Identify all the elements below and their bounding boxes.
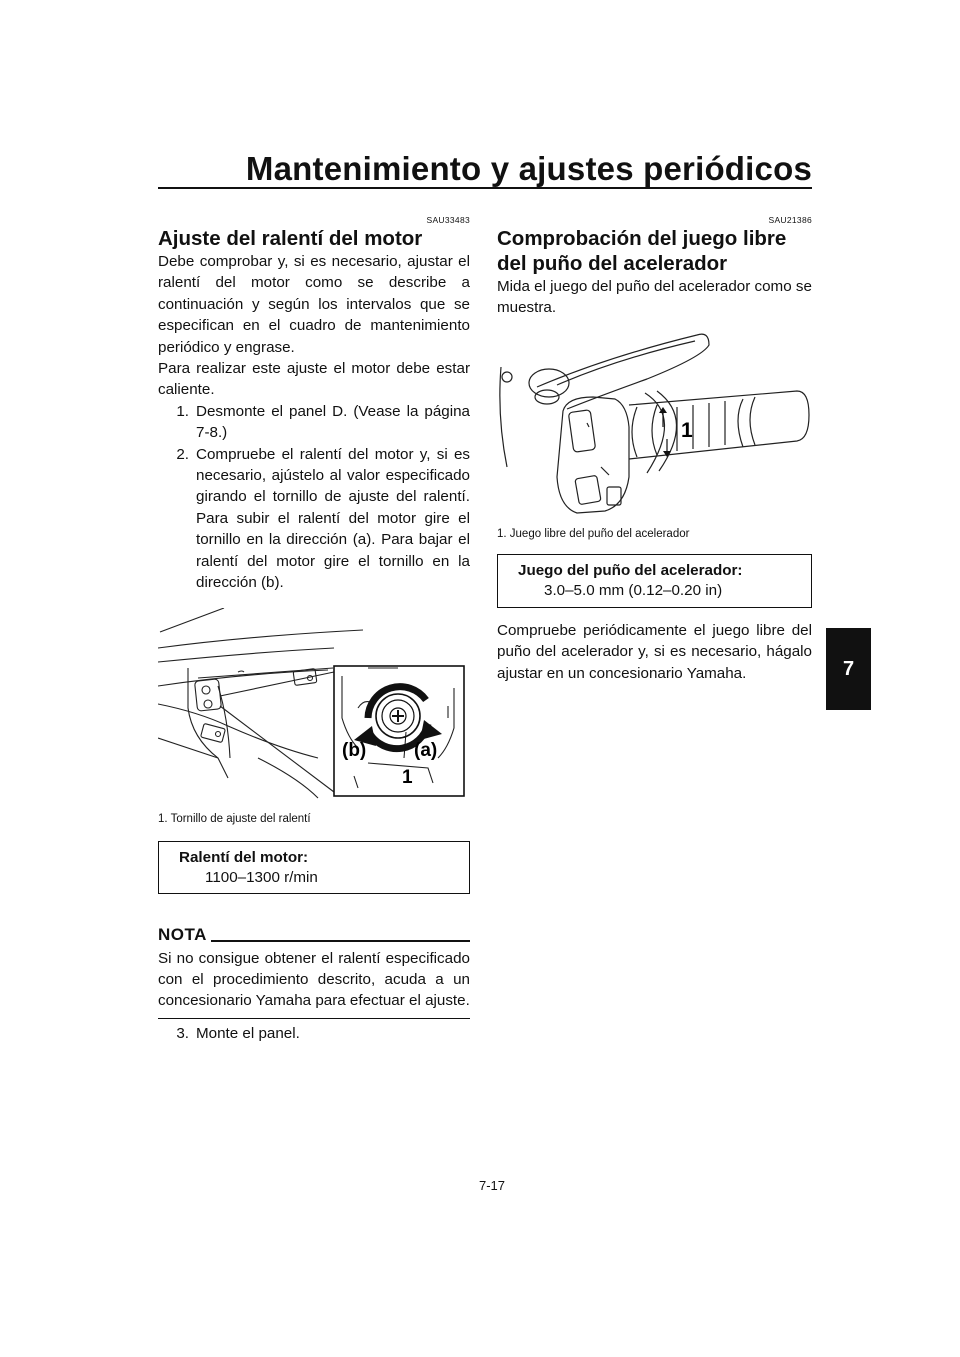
- paragraph: Mida el juego del puño del acelerador como se muestra.: [497, 278, 812, 317]
- spec-box: [497, 554, 812, 608]
- section-heading: Ajuste del ralentí del motor: [158, 227, 423, 250]
- spec-box: [158, 841, 470, 894]
- figure-caption: 1. Tornillo de ajuste del ralentí: [158, 812, 311, 825]
- section-code: SAU21386: [768, 215, 812, 225]
- section-code: SAU33483: [426, 215, 470, 225]
- spec-label: Juego del puño del acelerador:: [518, 561, 743, 579]
- page-number: 7-17: [478, 1178, 506, 1193]
- page-title: Mantenimiento y ajustes periódicos: [245, 150, 812, 187]
- step-number: 3.: [176, 1025, 189, 1043]
- step-text: Compruebe el ralentí del motor y, si es necesario, ajústelo al valor especificado girando el tornillo de ajuste del ralentí. Para subir el ralentí del motor gire el tornillo en la dirección (a). Para bajar el ralentí del motor gire el tornillo en la dirección (b).: [196, 445, 470, 592]
- direction-b-label: (b): [342, 739, 367, 761]
- direction-a-label: (a): [414, 739, 438, 761]
- section-heading: Comprobación del juego libre del puño del acelerador: [497, 227, 787, 275]
- step-list: [158, 1023, 470, 1044]
- paragraph: Para realizar este ajuste el motor debe estar caliente.: [158, 360, 470, 399]
- step-text: Monte el panel.: [196, 1025, 300, 1043]
- step-list: [158, 401, 470, 594]
- step-item: [158, 1023, 470, 1044]
- callout-1-label: 1: [681, 418, 693, 442]
- step-number: 1.: [176, 402, 189, 420]
- note-header: [158, 926, 470, 944]
- spec-value: 1100–1300 r/min: [205, 868, 318, 886]
- step-item: [158, 401, 470, 444]
- note-rule: [211, 940, 470, 942]
- callout-1-label: 1: [402, 766, 413, 788]
- paragraph: Debe comprobar y, si es necesario, ajustar el ralentí del motor como se describe a continuación y según los intervalos que se especifican en el cuadro de mantenimiento periódico y engrase.: [158, 253, 470, 356]
- idle-screw-figure: [158, 608, 470, 809]
- right-column: [497, 214, 812, 684]
- chapter-tab: 7: [826, 628, 871, 710]
- step-number: 2.: [176, 445, 189, 463]
- idle-screw-illustration: [158, 608, 470, 804]
- step-text: Desmonte el panel D. (Vease la página 7-8.): [196, 402, 470, 442]
- title-rule: [158, 187, 812, 189]
- left-column: [158, 214, 470, 1045]
- step-item: [158, 444, 470, 594]
- note-title: NOTA: [158, 924, 207, 944]
- throttle-grip-illustration: [497, 327, 812, 517]
- paragraph: Compruebe periódicamente el juego libre del puño del acelerador y, si es necesario, hágalo ajustar en un concesionario Yamaha.: [497, 621, 812, 682]
- spec-value: 3.0–5.0 mm (0.12–0.20 in): [544, 581, 723, 599]
- throttle-grip-figure: [497, 327, 812, 522]
- figure-caption: 1. Juego libre del puño del acelerador: [497, 527, 690, 540]
- note-text: Si no consigue obtener el ralentí especificado con el procedimiento descrito, acuda a un concesionario Yamaha para efectuar el ajuste.: [158, 949, 470, 1010]
- spec-label: Ralentí del motor:: [179, 848, 309, 866]
- note-end-rule: [158, 1018, 470, 1020]
